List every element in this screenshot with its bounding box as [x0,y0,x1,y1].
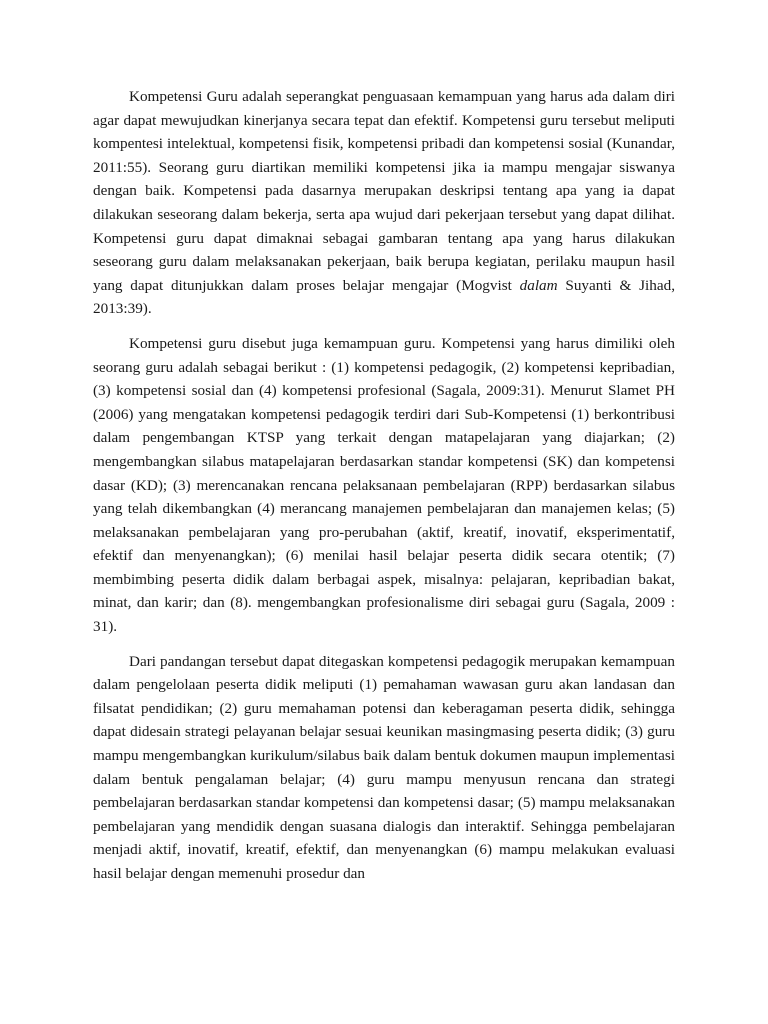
paragraph-2: Kompetensi guru disebut juga kemampuan guru. Kompetensi yang harus dimiliki oleh seorang guru adalah sebagai berikut : (1) kompetensi pedagogik, (2) kompetensi kepribadian, (3) kompetensi sosial dan (4) kompetensi profesional (Sagala, 2009:31). Menurut Slamet PH (2006) yang mengatakan kompetensi pedagogik terdiri dari Sub-Kompetensi (1) berkontribusi dalam pengembangan KTSP yang terkait dengan matapelajaran yang diajarkan; (2) mengembangkan silabus matapelajaran berdasarkan standar kompetensi (SK) dan kompetensi dasar (KD); (3) merencanakan rencana pelaksanaan pembelajaran (RPP) berdasarkan silabus yang telah dikembangkan (4) merancang manajemen pembelajaran dan manajemen kelas; (5) melaksanakan pembelajaran yang pro-perubahan (aktif, kreatif, inovatif, eksperimentatif, efektif dan menyenangkan); (6) menilai hasil belajar peserta didik secara otentik; (7) membimbing peserta didik dalam berbagai aspek, misalnya: pelajaran, kepribadian bakat, minat, dan karir; dan (8). mengembangkan profesionalisme diri sebagai guru (Sagala, 2009 : 31). [93,334,675,636]
paragraph-1-text: Kompetensi Guru adalah seperangkat penguasaan kemampuan yang harus ada dalam diri agar dapat mewujudkan kinerjanya secara tepat dan efektif. Kompetensi guru tersebut meliputi kompentesi intelektual, kompetensi fisik, kompetensi pribadi dan kompetensi sosial (Kunandar, 2011:55). Seorang guru diartikan memiliki kompetensi jika ia mampu mengajar siswanya dengan baik. Kompetensi pada dasarnya merupakan deskripsi tentang apa yang ia dapat dilakukan seseorang dalam bekerja, serta apa wujud dari pekerjaan tersebut yang dapat dilihat. Kompetensi guru dapat dimaknai sebagai gambaran tentang apa yang harus dilakukan seseorang guru dalam melaksanakan pekerjaan, baik berupa kegiatan, perilaku maupun hasil yang dapat ditunjukkan dalam proses belajar mengajar (Mogvist [93,88,675,294]
paragraph-1-text-end: Suyanti & Jihad, 2013:39). [93,276,676,318]
paragraph-1 [93,85,675,321]
paragraph-spacer [93,639,675,650]
document-body [93,85,675,886]
paragraph-3: Dari pandangan tersebut dapat ditegaskan kompetensi pedagogik merupakan kemampuan dalam pengelolaan peserta didik meliputi (1) pemahaman wawasan guru akan landasan dan filsatat pendidikan; (2) guru memahaman potensi dan keberagaman peserta didik, sehingga dapat didesain strategi pelayanan belajar sesuai keunikan masingmasing peserta didik; (3) guru mampu mengembangkan kurikulum/silabus baik dalam bentuk dokumen maupun implementasi dalam bentuk pengalaman belajar; (4) guru mampu menyusun rencana dan strategi pembelajaran berdasarkan standar kompetensi dan kompetensi dasar; (5) mampu melaksanakan pembelajaran yang mendidik dengan suasana dialogis dan interaktif. Sehingga pembelajaran menjadi aktif, inovatif, kreatif, efektif, dan menyenangkan (6) mampu melakukan evaluasi hasil belajar dengan memenuhi prosedur dan [93,652,675,882]
paragraph-spacer [93,321,675,332]
paragraph-1-italic: dalam [519,276,558,294]
